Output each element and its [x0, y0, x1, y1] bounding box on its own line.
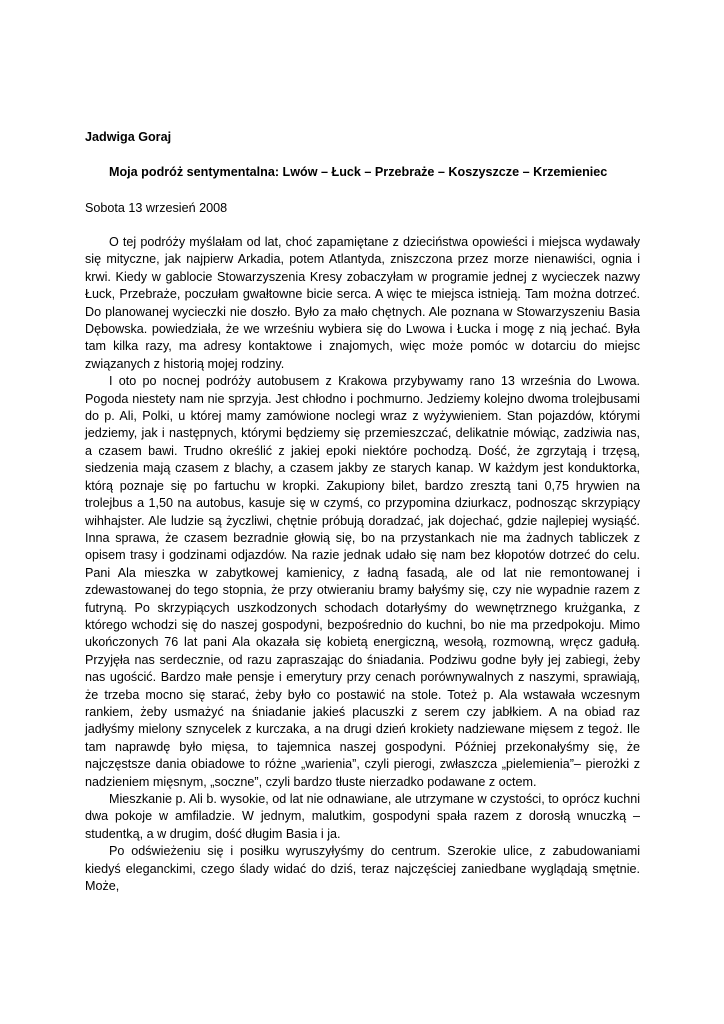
paragraph: Po odświeżeniu się i posiłku wyruszyłyśmy do centrum. Szerokie ulice, z zabudowaniami kiedyś eleganckimi, czego ślady widać do dziś, teraz najczęściej zaniedbane wyglądają smętnie. Może,: [85, 844, 640, 894]
body-text: [85, 234, 640, 895]
paragraph: Mieszkanie p. Ali b. wysokie, od lat nie odnawiane, ale utrzymane w czystości, to oprócz kuchni dwa pokoje w amfiladzie. W jednym, malutkim, gospodyni spała razem z dorosłą wnuczką – studentką, a w drugim, dość długim Basia i ja.: [85, 792, 640, 841]
document-date: Sobota 13 wrzesień 2008: [85, 201, 228, 215]
author-name: Jadwiga Goraj: [85, 130, 172, 144]
paragraph: O tej podróży myślałam od lat, choć zapamiętane z dzieciństwa opowieści i miejsca wydawały się mityczne, jak najpierw Arkadia, potem Atlantyda, zniszczona przez morze nienawiści, ognia i krwi. Kiedy w gablocie Stowarzyszenia Kresy zobaczyłam w programie jednej z wycieczek nazwy Łuck, Przebraże, poczułam gwałtowne bicie serca. A więc te miejsca istnieją. Tam można dotrzeć. Do planowanej wycieczki nie doszło. Było za mało chętnych. Ale poznana w Stowarzyszeniu Basia Dębowska. powiedziała, że we wrześniu wybiera się do Lwowa i Łucka i mogę z nią jechać. Była tam kilka razy, ma adresy kontaktowe i znajomych, więc może pomóc w dotarciu do miejsc związanych z historią mojej rodziny.: [85, 235, 640, 371]
document-title: Moja podróż sentymentalna: Lwów – Łuck – Przebraże – Koszyszcze – Krzemieniec: [109, 165, 608, 179]
paragraph: I oto po nocnej podróży autobusem z Krakowa przybywamy rano 13 września do Lwowa. Pogoda niestety nam nie sprzyja. Jest chłodno i pochmurno. Jedziemy kolejno dwoma trolejbusami do p. Ali, Polki, u której mamy zamówione noclegi wraz z wyżywieniem. Stan pojazdów, którymi jedziemy, jak i następnych, którymi będziemy się przemieszczać, delikatnie mówiąc, zadziwia nas, a czasem bawi. Trudno określić z jakiej epoki niektóre pochodzą. Dość, że zgrzytają i trzęsą, siedzenia mają czasem z blachy, a czasem jakby ze starych kanap. W każdym jest konduktorka, którą poznaje się po fartuchu w kropki. Zakupiony bilet, bardzo zresztą tani 0,75 hrywien na trolejbus a 1,50 na autobus, kasuje się w czymś, co przypomina dziurkacz, podnosząc skrzypiący wihhajster. Ale ludzie są życzliwi, chętnie próbują doradzać, jak dojechać, gdzie najlepiej wysiąść. Inna sprawa, że czasem bezradnie głowią się, bo na przystankach nie ma żadnych tabliczek z opisem trasy i godzinami odjazdów. Na razie jednak udało się nam bez kłopotów dotrzeć do celu. Pani Ala mieszka w zabytkowej kamienicy, z ładną fasadą, ale od lat nie remontowanej i zdewastowanej do tego stopnia, że przy otwieraniu bramy bałyśmy się, czy nie wypadnie razem z futryną. Po skrzypiących uszkodzonych schodach dotarłyśmy do wewnętrznego krużganka, z którego wchodzi się do naszej gospodyni, bezpośrednio do kuchni, bo nie ma przedpokoju. Mimo ukończonych 76 lat pani Ala okazała się kobietą energiczną, wesołą, rozmowną, wręcz gadułą. Przyjęła nas serdecznie, od razu zapraszając do śniadania. Podziwu godne były jej zabiegi, żeby nas ugościć. Bardzo małe pensje i emerytury przy cenach porównywalnych z naszymi, sprawiają, że trzeba mocno się starać, żeby było co postawić na stole. Toteż p. Ala wstawała wczesnym rankiem, żeby usmażyć na śniadanie jakieś placuszki z serem czy jabłkiem. A na obiad raz jadłyśmy mielony sznycelek z kurczaka, a na drugi dzień krokiety nadziewane mięsem z tegoż. Ile tam naprawdę było mięsa, to tajemnica naszej gospodyni. Później przekonałyśmy się, że najczęstsze dania obiadowe to różne „warienia”, czyli pierogi, zwłaszcza „pielemienia”– pierożki z nadzieniem mięsnym, „soczne”, czyli bardzo tłuste nierzadko podawane z octem.: [85, 374, 640, 789]
